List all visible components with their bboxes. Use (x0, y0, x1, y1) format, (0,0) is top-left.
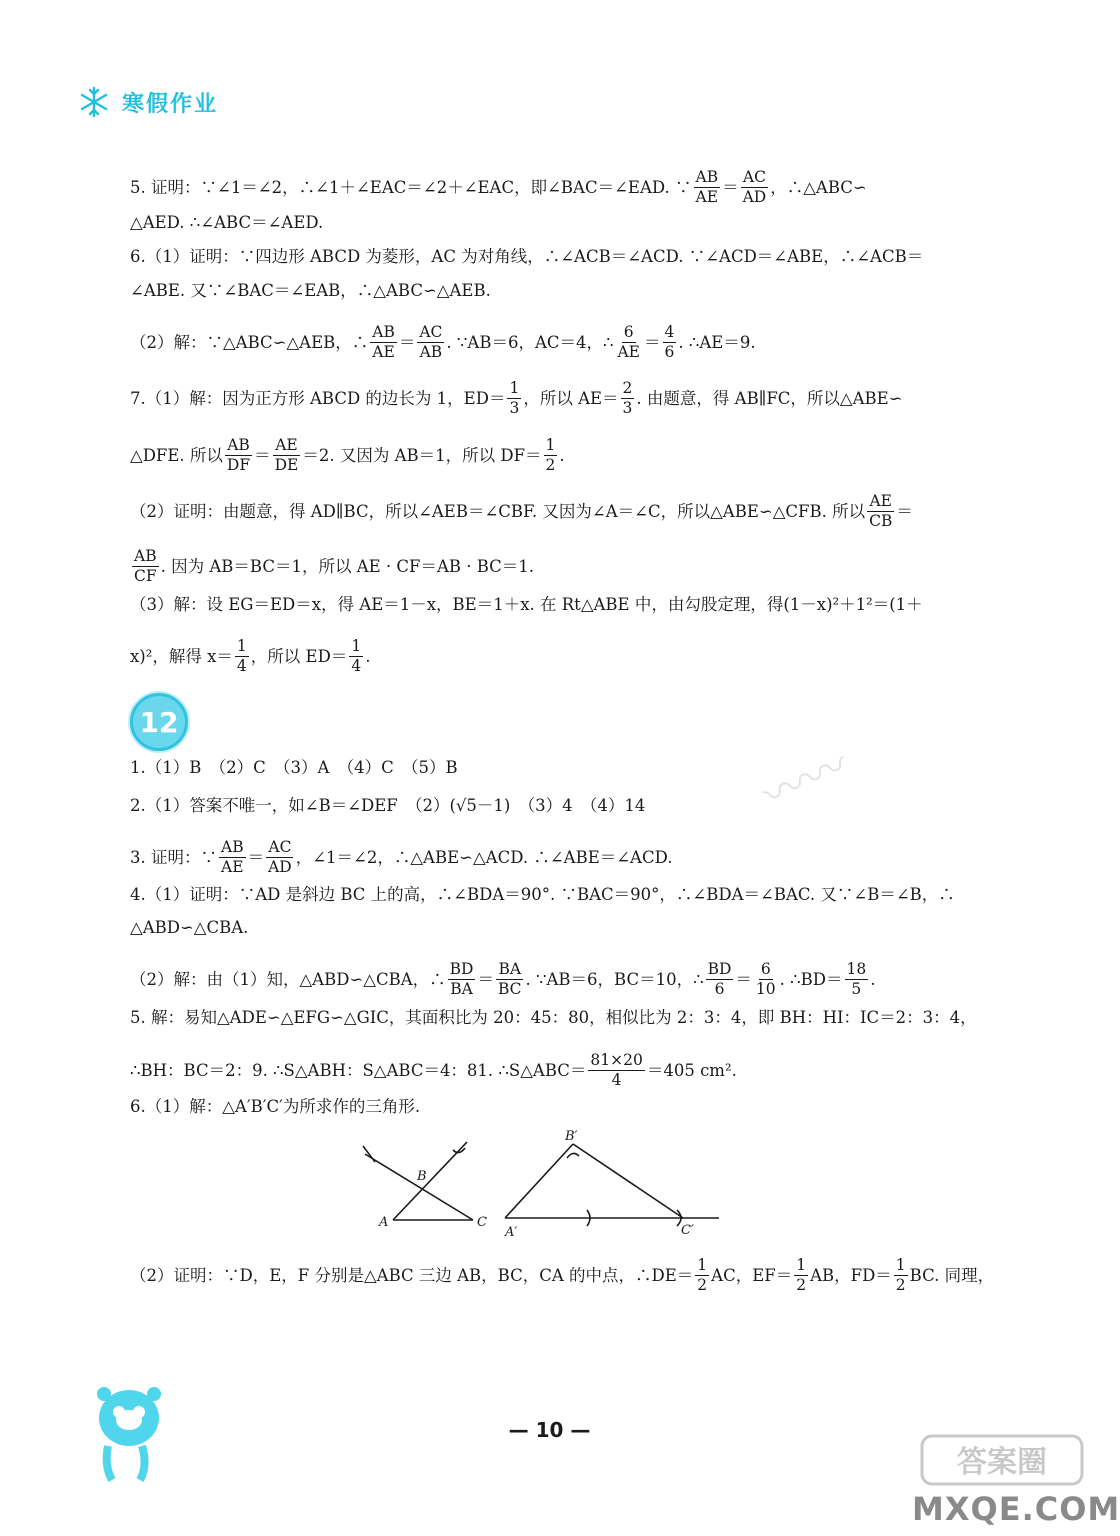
header-title: 寒假作业 (122, 91, 219, 117)
s12-q4-line-2: △ABD∽△CBA. (130, 918, 249, 937)
s12-q4-line-3: （2）解：由（1）知，△ABD∽△CBA，∴ $\frac{BD}{BA}$ ＝ $\frac{BA}{BC}$ . ∵AB＝6，BC＝10，∴ $\frac{BD}{6}$ ＝ $\frac{6}{10}$ . ∴BD＝ $\frac{18}{5}$ . (130, 960, 876, 998)
fraction: $\frac{AC}{AB}$ (419, 323, 443, 361)
fraction: $\frac{AC}{AD}$ (742, 168, 767, 206)
label-a: A (379, 1215, 389, 1230)
fraction: $\frac{AB}{AE}$ (372, 323, 395, 361)
fraction: $\frac{AC}{AD}$ (268, 838, 292, 876)
q7-line-3: （2）证明：由题意，得 AD∥BC，所以∠AEB＝∠CBF. 又因为∠A＝∠C，所以△ABE∽△CFB. 所以 $\frac{AE}{CB}$ ＝ (130, 492, 913, 530)
fraction: $\frac{AE}{DE}$ (274, 436, 299, 474)
page-header (78, 86, 218, 118)
watermark-logo (920, 1430, 1090, 1490)
s12-q4-line-1: 4.（1）证明：∵AD 是斜边 BC 上的高，∴∠BDA＝90°. ∵BAC＝90°，∴∠BDA＝∠BAC. 又∵∠B＝∠B，∴ (130, 885, 955, 904)
label-a-prime: A′ (505, 1225, 518, 1240)
fraction: $\frac{AB}{CF}$ (134, 547, 157, 585)
fraction: $\frac{AB}{AE}$ (221, 838, 244, 876)
fraction: $\frac{1}{3}$ (509, 379, 520, 417)
q7-line-4: $\frac{AB}{CF}$ . 因为 AB＝BC＝1，所以 AE · CF＝AB · BC＝1. (134, 547, 535, 585)
watermark-logo-text: 答案圈 (957, 1445, 1047, 1480)
fraction: $\frac{1}{2}$ (796, 1256, 807, 1294)
fraction: $\frac{AB}{AE}$ (695, 168, 719, 206)
s12-q1: 1.（1）B （2）C （3）A （4）C （5）B (130, 758, 458, 777)
q6-line-3: （2）解：∵△ABC∽△AEB，∴ $\frac{AB}{AE}$ ＝ $\frac{AC}{AB}$ . ∵AB＝6，AC＝4，∴ $\frac{6}{AE}$ ＝ $\frac{4}{6}$ . ∴AE＝9. (130, 323, 756, 361)
page-number: — 10 — (508, 1418, 591, 1442)
q5-line-1: 5. 证明：∵∠1＝∠2，∴∠1＋∠EAC＝∠2＋∠EAC，即∠BAC＝∠EAD. ∵ $\frac{AB}{AE}$ ＝ $\frac{AC}{AD}$ ，∴△ABC∽ (130, 168, 867, 206)
label-b-prime: B′ (565, 1129, 578, 1144)
s12-q2: 2.（1）答案不唯一，如∠B＝∠DEF （2）(√5－1) （3）4 （4）14 (130, 796, 646, 815)
fraction: $\frac{1}{4}$ (351, 637, 362, 675)
s12-q3: 3. 证明：∵ $\frac{AB}{AE}$ ＝ $\frac{AC}{AD}$ ，∠1＝∠2，∴△ABE∽△ACD. ∴∠ABE＝∠ACD. (130, 838, 673, 876)
fraction: $\frac{BA}{BC}$ (497, 960, 522, 998)
q6-line-1: 6.（1）证明：∵四边形 ABCD 为菱形，AC 为对角线，∴∠ACB＝∠ACD. ∵∠ACD＝∠ABE，∴∠ACB＝ (130, 247, 924, 266)
fraction: $\frac{AB}{DF}$ (226, 436, 251, 474)
s12-q5-line-2: ∴BH：BC＝2：9. ∴S△ABH：S△ABC＝4：81. ∴S△ABC＝ $\frac{81\times 20}{4}$ ＝405 cm². (130, 1051, 737, 1089)
fraction: $\frac{AE}{CB}$ (869, 492, 893, 530)
fraction: $\frac{1}{2}$ (545, 436, 556, 474)
q5-line-2: △AED. ∴∠ABC＝∠AED. (130, 213, 324, 232)
fraction: $\frac{81\times 20}{4}$ (590, 1051, 643, 1089)
label-c-prime: C′ (681, 1223, 694, 1238)
fraction: $\frac{1}{2}$ (895, 1256, 906, 1294)
q7-line-5: （3）解：设 EG＝ED＝x，得 AE＝1－x，BE＝1＋x. 在 Rt△ABE 中，由勾股定理，得(1－x)²＋1²＝(1＋ (130, 595, 923, 614)
q6-line-2: ∠ABE. 又∵∠BAC＝∠EAB，∴△ABC∽△AEB. (130, 281, 491, 300)
q7-line-6: x)²，解得 x＝ $\frac{1}{4}$ ，所以 ED＝ $\frac{1}{4}$ . (130, 637, 371, 675)
fraction: $\frac{6}{AE}$ (617, 323, 640, 361)
fraction: $\frac{18}{5}$ (846, 960, 867, 998)
triangle-construction-figure (355, 1128, 735, 1240)
q7-line-2: △DFE. 所以 $\frac{AB}{DF}$ ＝ $\frac{AE}{DE}$ ＝2. 又因为 AB＝1，所以 DF＝ $\frac{1}{2}$ . (130, 436, 565, 474)
fraction: $\frac{BD}{6}$ (707, 960, 732, 998)
snowflake-icon (78, 86, 110, 118)
s12-q6-line-2: （2）证明：∵D，E，F 分别是△ABC 三边 AB，BC，CA 的中点，∴DE＝ $\frac{1}{2}$ AC，EF＝ $\frac{1}{2}$ AB，FD＝ $\frac{1}{2}$ BC. 同理， (130, 1256, 995, 1294)
fraction: $\frac{6}{10}$ (755, 960, 776, 998)
faint-scribble: 〰〰 (755, 739, 857, 823)
label-b: B (417, 1169, 427, 1184)
fraction: $\frac{2}{3}$ (622, 379, 633, 417)
q7-line-1: 7.（1）解：因为正方形 ABCD 的边长为 1，ED＝ $\frac{1}{3}$ ，所以 AE＝ $\frac{2}{3}$ . 由题意，得 AB∥FC，所以△ABE∽ (130, 379, 903, 417)
label-c: C (477, 1215, 487, 1230)
section-badge: 12 (130, 693, 188, 751)
fraction: $\frac{1}{2}$ (697, 1256, 708, 1294)
s12-q6-line-1: 6.（1）解：△A′B′C′为所求作的三角形. (130, 1097, 421, 1116)
s12-q5-line-1: 5. 解：易知△ADE∽△EFG∽△GIC，其面积比为 20：45：80，相似比为 2：3：4，即 BH：HI：IC＝2：3：4， (130, 1008, 977, 1027)
fraction: $\frac{1}{4}$ (236, 637, 247, 675)
fraction: $\frac{4}{6}$ (664, 323, 675, 361)
watermark-site: MXQE.COM (912, 1490, 1120, 1528)
fraction: $\frac{BD}{BA}$ (449, 960, 474, 998)
